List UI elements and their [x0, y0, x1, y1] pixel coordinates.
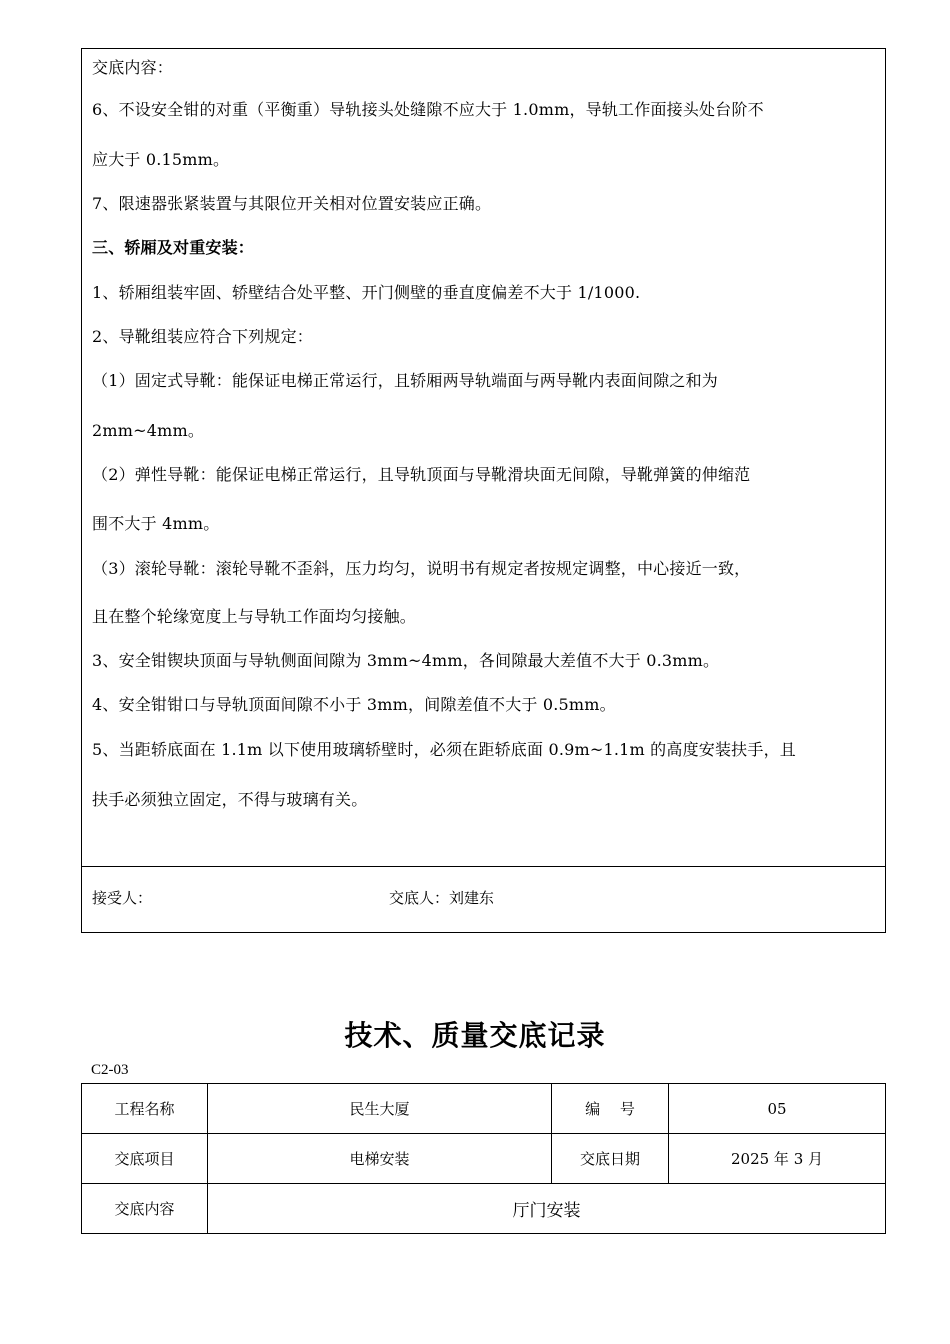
- disclosure-line: 应大于 0.15mm。: [92, 150, 230, 169]
- disclosure-line: 1、轿厢组装牢固、轿壁结合处平整、开门侧壁的垂直度偏差不大于 1/1000.: [92, 283, 641, 302]
- page-title: 技术、质量交底记录: [344, 1019, 606, 1052]
- disclosure-table: [81, 48, 886, 933]
- content-value: 厅门安装: [208, 1184, 886, 1234]
- table-row: [82, 1084, 886, 1134]
- table-row: [82, 1134, 886, 1184]
- section-heading: 三、轿厢及对重安装：: [92, 238, 255, 257]
- record-info-table: [81, 1083, 886, 1234]
- serial-number-value: 05: [669, 1084, 886, 1134]
- disclosure-line: （3）滚轮导靴：滚轮导靴不歪斜，压力均匀，说明书有规定者按规定调整，中心接近一致，: [92, 559, 751, 578]
- project-name-label: 工程名称: [82, 1084, 208, 1134]
- project-name-value: 民生大厦: [208, 1084, 552, 1134]
- item-value: 电梯安装: [208, 1134, 552, 1184]
- disclosure-content-cell: [82, 49, 885, 867]
- date-label: 交底日期: [552, 1134, 669, 1184]
- disclosure-line: 且在整个轮缘宽度上与导轨工作面均匀接触。: [92, 607, 417, 626]
- table-row: [82, 1184, 886, 1234]
- serial-number-label: 编 号: [552, 1084, 669, 1134]
- disclosure-line: （1）固定式导靴：能保证电梯正常运行，且轿厢两导轨端面与两导靴内表面间隙之和为: [92, 371, 718, 390]
- disclosure-line: 6、不设安全钳的对重（平衡重）导轨接头处缝隙不应大于 1.0mm，导轨工作面接头处台阶不: [92, 100, 764, 119]
- disclosure-line: 围不大于 4mm。: [92, 514, 220, 533]
- disclosure-line: 2mm~4mm。: [92, 421, 205, 440]
- disclosure-line: 2、导靴组装应符合下列规定：: [92, 327, 313, 346]
- date-value: 2025 年 3 月: [669, 1134, 886, 1184]
- disclosure-line: 7、限速器张紧装置与其限位开关相对位置安装应正确。: [92, 194, 492, 213]
- disclosure-line: 4、安全钳钳口与导轨顶面间隙不小于 3mm，间隙差值不大于 0.5mm。: [92, 695, 616, 714]
- disclosure-line: 扶手必须独立固定，不得与玻璃有关。: [92, 790, 368, 809]
- disclosure-line: （2）弹性导靴：能保证电梯正常运行，且导轨顶面与导靴滑块面无间隙，导靴弹簧的伸缩范: [92, 465, 751, 484]
- disclosure-line: 3、安全钳锲块顶面与导轨侧面间隙为 3mm~4mm，各间隙最大差值不大于 0.3mm。: [92, 651, 720, 670]
- discloser-label: 交底人：刘建东: [389, 889, 495, 907]
- receiver-label: 接受人：: [92, 889, 153, 907]
- item-label: 交底项目: [82, 1134, 208, 1184]
- content-label: 交底内容: [82, 1184, 208, 1234]
- form-code: C2-03: [91, 1062, 129, 1078]
- disclosure-label: 交底内容：: [92, 58, 174, 77]
- disclosure-line: 5、当距轿底面在 1.1m 以下使用玻璃轿壁时，必须在距轿底面 0.9m~1.1m 的高度安装扶手，且: [92, 740, 796, 759]
